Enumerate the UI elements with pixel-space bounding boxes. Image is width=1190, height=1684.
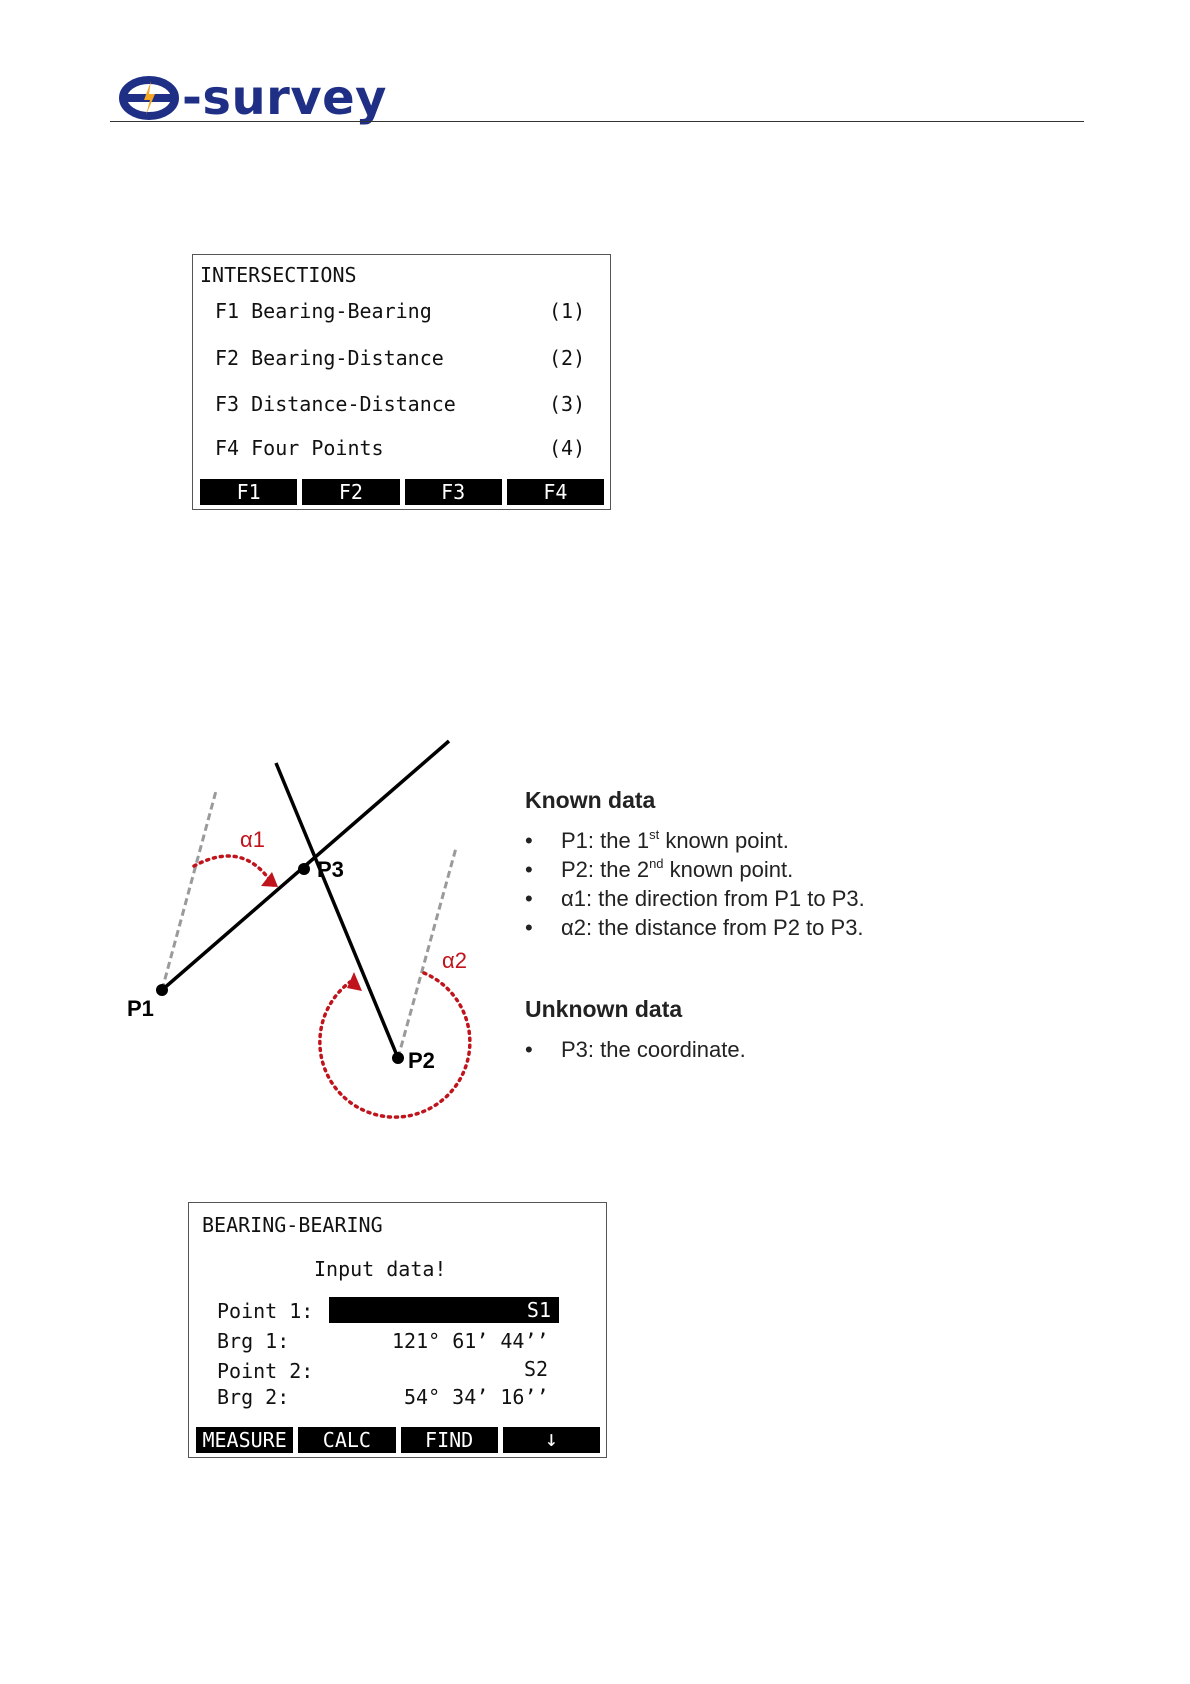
- menu-item-number: (4): [549, 436, 586, 460]
- menu-item-number: (2): [549, 346, 586, 370]
- logo-mark-icon: [118, 75, 180, 121]
- label-p3: P3: [317, 857, 344, 882]
- find-button[interactable]: FIND: [401, 1427, 498, 1453]
- softkey-f1[interactable]: F1: [200, 479, 297, 505]
- point1-label: Point 1:: [217, 1299, 314, 1323]
- screen-title: INTERSECTIONS: [200, 263, 357, 287]
- menu-item-bearing-bearing[interactable]: F1 Bearing-Bearing: [215, 299, 432, 323]
- screen-title: BEARING-BEARING: [202, 1213, 383, 1237]
- unknown-data-heading: Unknown data: [525, 996, 683, 1022]
- softkey-f2[interactable]: F2: [302, 479, 399, 505]
- logo-text: -survey: [182, 70, 387, 126]
- label-alpha1: α1: [240, 827, 265, 852]
- softkey-bar: [200, 479, 604, 505]
- label-p1: P1: [127, 996, 154, 1021]
- menu-item-distance-distance[interactable]: F3 Distance-Distance: [215, 392, 456, 416]
- list-item: • P3: the coordinate.: [525, 1035, 1085, 1064]
- list-item: • α1: the direction from P1 to P3.: [525, 884, 1085, 913]
- brand-logo: [118, 70, 387, 126]
- menu-item-four-points[interactable]: F4 Four Points: [215, 436, 384, 460]
- north-reference-p1: [162, 791, 216, 990]
- known-data-heading: Known data: [525, 787, 656, 813]
- point2-value[interactable]: S2: [524, 1357, 549, 1381]
- list-item: • P1: the 1st known point.: [525, 826, 1085, 855]
- known-data-list: [525, 826, 1085, 942]
- point-p1: [156, 984, 168, 996]
- brg2-value[interactable]: 54° 34’ 16’’: [404, 1385, 549, 1409]
- angle-alpha1-arc: [194, 856, 273, 885]
- next-page-arrow-icon[interactable]: ↓: [503, 1427, 600, 1453]
- menu-item-number: (3): [549, 392, 586, 416]
- softkey-f3[interactable]: F3: [405, 479, 502, 505]
- header-rule: [110, 121, 1084, 122]
- measure-button[interactable]: MEASURE: [196, 1427, 293, 1453]
- brg1-value[interactable]: 121° 61’ 44’’: [392, 1329, 549, 1353]
- unknown-data-section: [525, 996, 1085, 1064]
- intersections-screen: [192, 254, 611, 510]
- known-data-section: [525, 787, 1085, 942]
- menu-item-number: (1): [549, 299, 586, 323]
- list-item: • P2: the 2nd known point.: [525, 855, 1085, 884]
- angle-alpha2-arc: [320, 973, 470, 1117]
- brg2-label: Brg 2:: [217, 1385, 290, 1409]
- intersection-diagram: [110, 715, 490, 1135]
- brg1-label: Brg 1:: [217, 1329, 290, 1353]
- label-p2: P2: [408, 1048, 435, 1073]
- bearing-bearing-screen: [188, 1202, 607, 1458]
- input-prompt: Input data!: [314, 1257, 447, 1281]
- softkey-bar: [196, 1427, 600, 1453]
- point2-label: Point 2:: [217, 1359, 314, 1383]
- unknown-data-list: [525, 1035, 1085, 1064]
- calc-button[interactable]: CALC: [298, 1427, 395, 1453]
- point-p2: [392, 1052, 404, 1064]
- softkey-f4[interactable]: F4: [507, 479, 604, 505]
- list-item: • α2: the distance from P2 to P3.: [525, 913, 1085, 942]
- line-p2-p3: [276, 763, 398, 1058]
- point1-input[interactable]: S1: [329, 1297, 559, 1323]
- point-p3: [298, 863, 310, 875]
- label-alpha2: α2: [442, 948, 467, 973]
- menu-item-bearing-distance[interactable]: F2 Bearing-Distance: [215, 346, 444, 370]
